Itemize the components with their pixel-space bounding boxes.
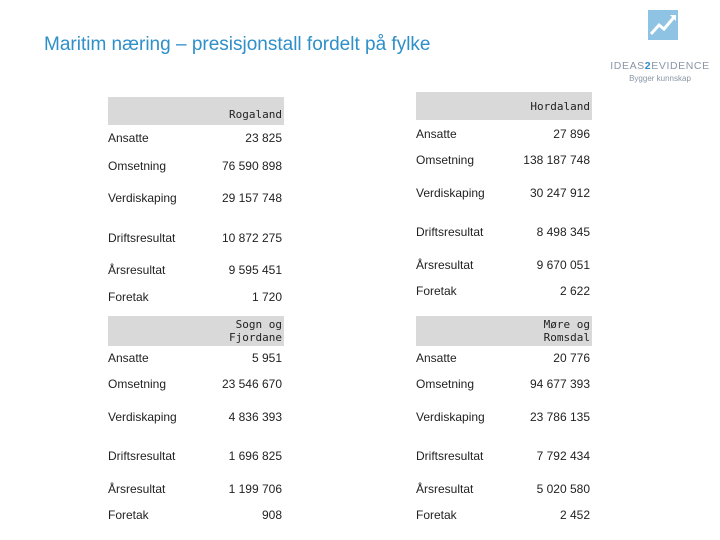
row-value: 1 696 825: [228, 449, 282, 463]
row-value: 9 595 451: [228, 263, 282, 277]
row-label: Omsetning: [416, 377, 475, 391]
row-label: Driftsresultat: [108, 231, 176, 245]
row-label: Omsetning: [416, 153, 475, 167]
county-name: Rogaland: [229, 108, 282, 121]
row-value: 27 896: [553, 127, 590, 141]
row-label: Foretak: [416, 284, 457, 298]
row-value: 23 825: [245, 131, 282, 145]
row-value: 2 452: [559, 508, 590, 522]
row-value: 5 951: [251, 351, 282, 365]
county-header: [108, 97, 284, 125]
row-label: Verdiskaping: [108, 191, 177, 205]
row-value: 23 786 135: [529, 410, 590, 424]
row-label: Ansatte: [416, 127, 457, 141]
county-name-line2: Fjordane: [229, 331, 282, 344]
row-label: Årsresultat: [416, 482, 474, 496]
row-value: 7 792 434: [536, 449, 590, 463]
row-value: 1 199 706: [228, 482, 282, 496]
row-label: Driftsresultat: [416, 225, 484, 239]
row-label: Ansatte: [416, 351, 457, 365]
rising-chart-icon: [648, 10, 678, 40]
county-header: [416, 92, 592, 120]
page-title: Maritim næring – presisjonstall fordelt på fylke: [44, 34, 431, 55]
row-label: Omsetning: [108, 159, 167, 173]
row-label: Omsetning: [108, 377, 167, 391]
county-header: [108, 316, 284, 346]
logo-tagline: Bygger kunnskap: [629, 74, 691, 83]
county-name: Hordaland: [530, 100, 590, 113]
row-value: 5 020 580: [536, 482, 590, 496]
row-value: 10 872 275: [221, 231, 282, 245]
row-value: 908: [261, 508, 282, 522]
row-value: 2 622: [559, 284, 590, 298]
row-label: Verdiskaping: [416, 186, 485, 200]
row-value: 30 247 912: [529, 186, 590, 200]
row-label: Foretak: [108, 508, 149, 522]
row-label: Driftsresultat: [108, 449, 176, 463]
row-value: 138 187 748: [523, 153, 590, 167]
row-label: Årsresultat: [108, 482, 166, 496]
row-value: 4 836 393: [228, 410, 282, 424]
county-name-line1: Sogn og: [235, 318, 282, 331]
row-value: 8 498 345: [536, 225, 590, 239]
row-label: Verdiskaping: [416, 410, 485, 424]
row-value: 1 720: [251, 290, 282, 304]
row-value: 23 546 670: [221, 377, 282, 391]
county-header: [416, 316, 592, 346]
row-value: 29 157 748: [221, 191, 282, 205]
row-label: Verdiskaping: [108, 410, 177, 424]
county-name-line2: Romsdal: [543, 331, 590, 344]
logo-wordmark: IDEAS2EVIDENCE: [610, 60, 710, 72]
row-label: Ansatte: [108, 131, 149, 145]
row-label: Årsresultat: [108, 263, 166, 277]
row-value: 9 670 051: [536, 258, 590, 272]
row-value: 94 677 393: [529, 377, 590, 391]
county-name-line1: Møre og: [543, 318, 590, 331]
row-label: Foretak: [416, 508, 457, 522]
company-logo: [604, 8, 714, 83]
row-value: 76 590 898: [221, 159, 282, 173]
row-value: 20 776: [553, 351, 590, 365]
row-label: Driftsresultat: [416, 449, 484, 463]
row-label: Årsresultat: [416, 258, 474, 272]
row-label: Ansatte: [108, 351, 149, 365]
row-label: Foretak: [108, 290, 149, 304]
